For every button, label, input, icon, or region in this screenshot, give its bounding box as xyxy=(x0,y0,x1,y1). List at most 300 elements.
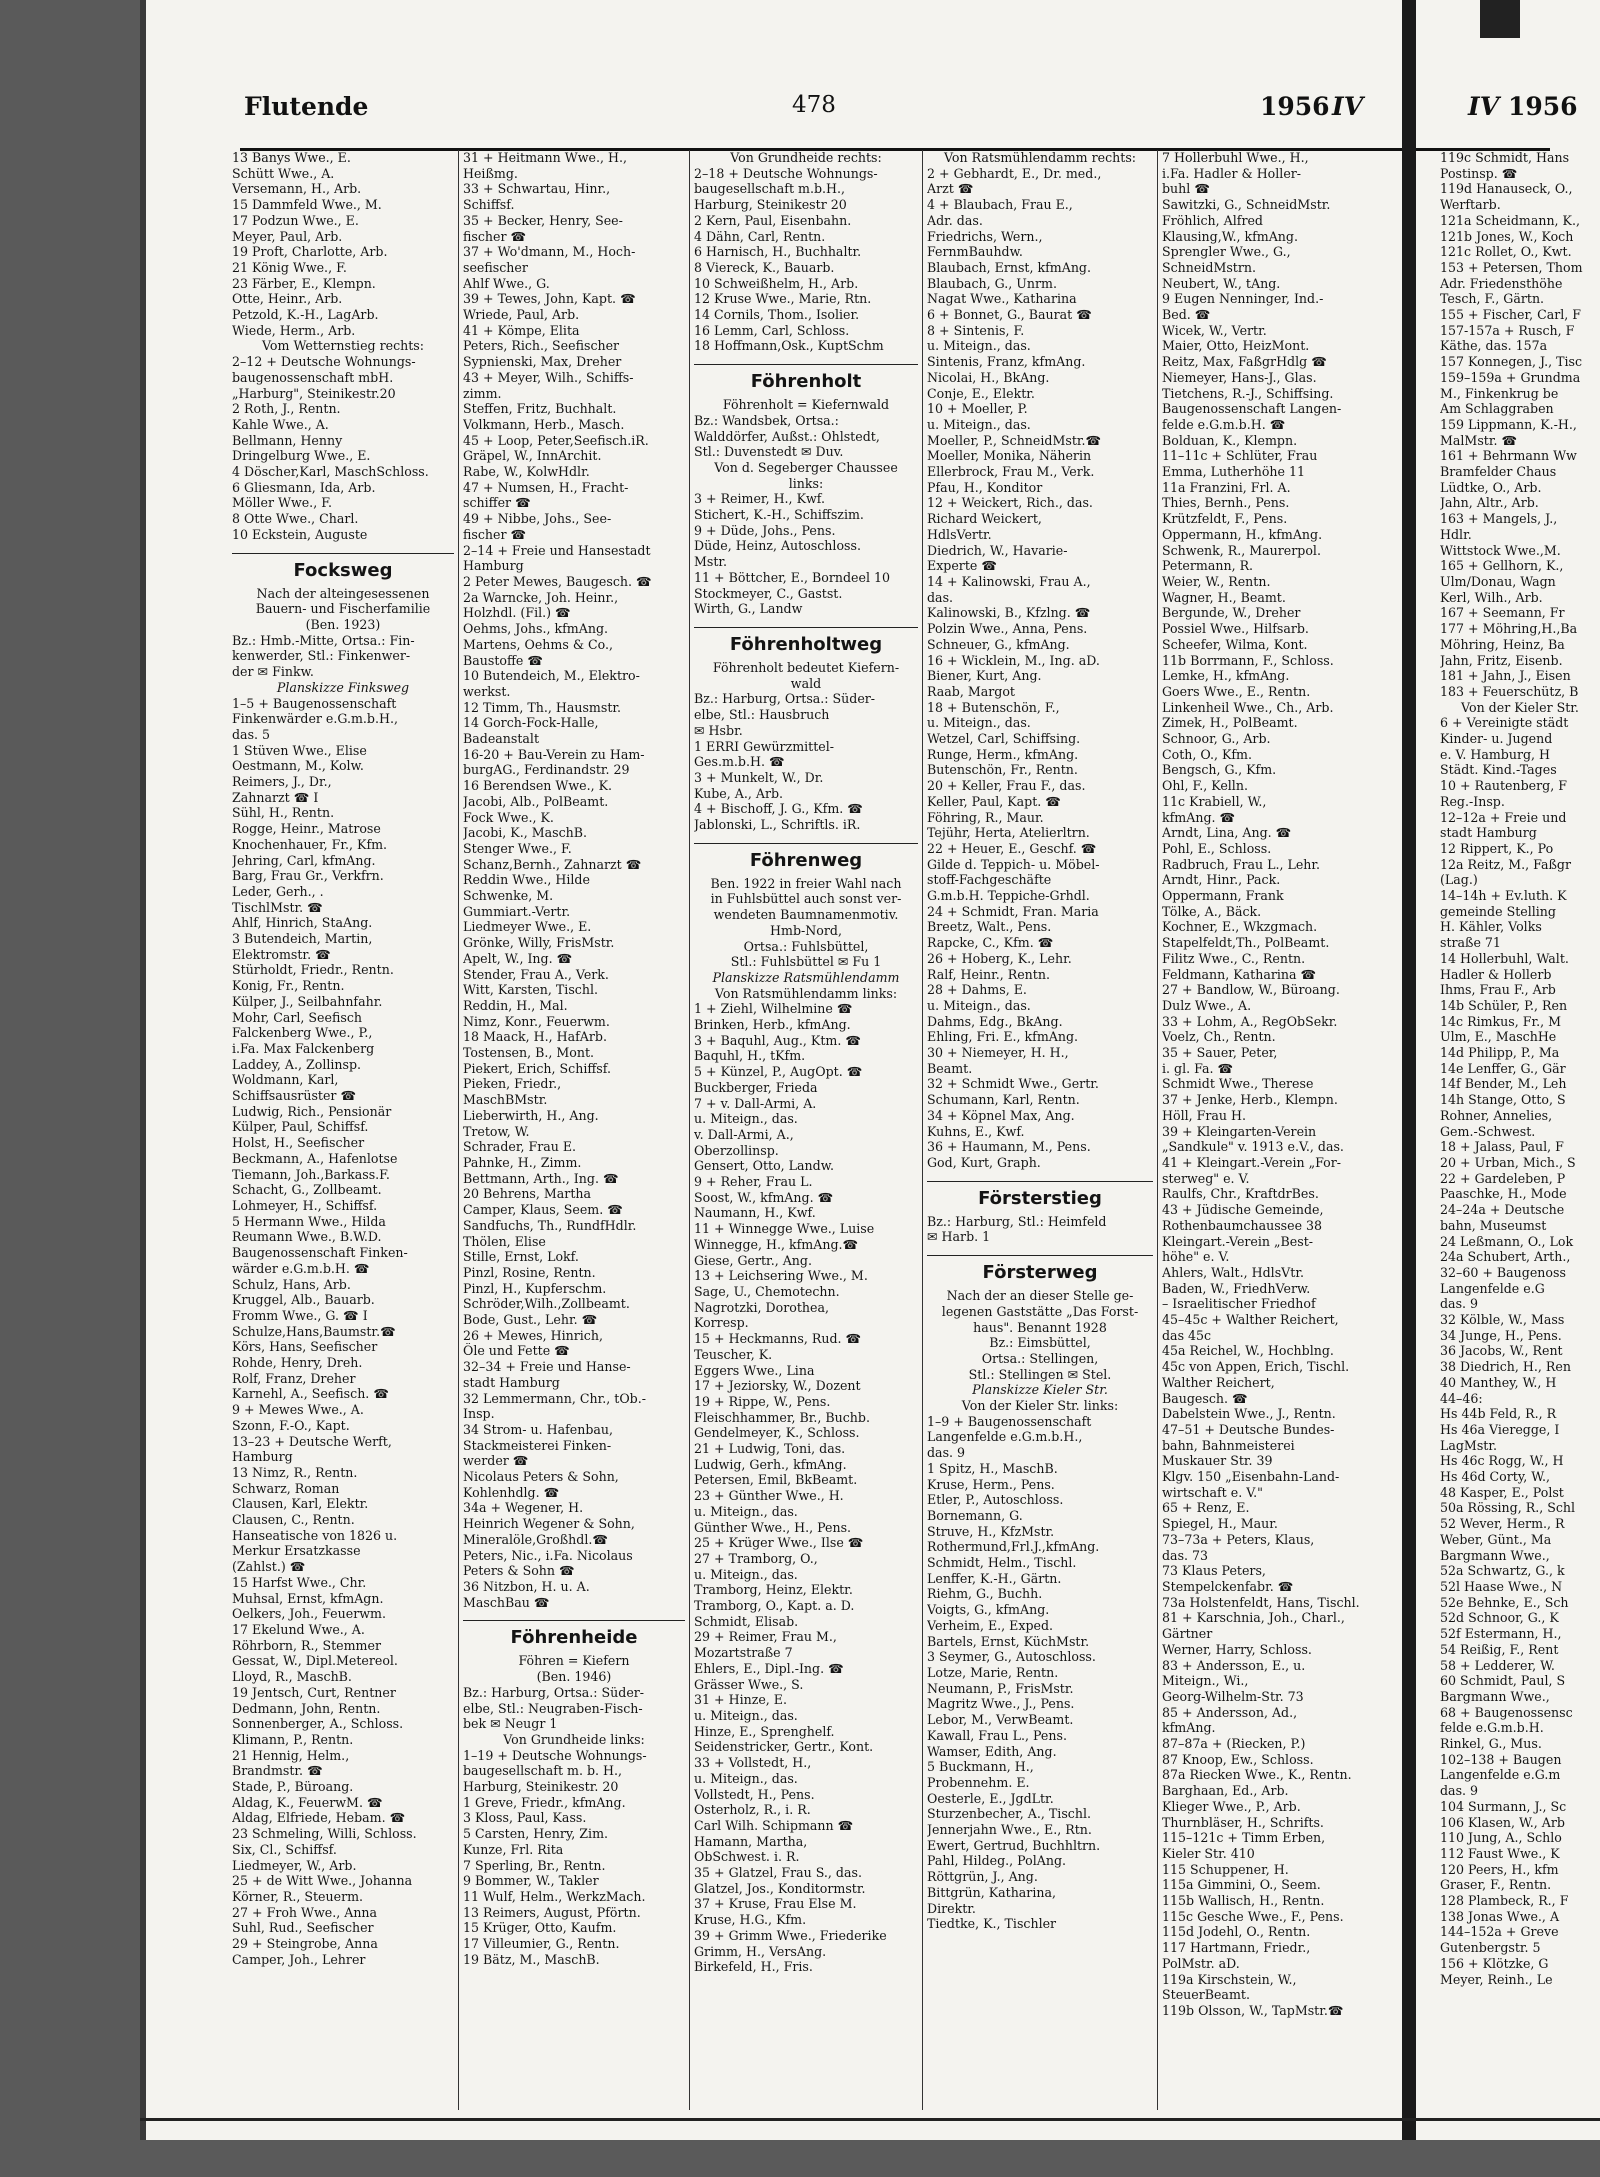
directory-entry: Bz.: Harburg, Stl.: Heimfeld xyxy=(927,1213,1107,1229)
header-street-name: Flutende xyxy=(244,92,369,121)
directory-entry: Rolf, Franz, Dreher xyxy=(232,1370,356,1386)
directory-entry: 23 + Günther Wwe., H. xyxy=(694,1488,844,1504)
directory-entry: 14d Philipp, P., Ma xyxy=(1440,1045,1560,1061)
directory-entry: Aldag, K., FeuerwM. ☎ xyxy=(232,1794,383,1810)
directory-entry: das. 9 xyxy=(1440,1296,1479,1312)
street-note: Bz.: Eimsbüttel, xyxy=(989,1335,1091,1351)
directory-entry: Rapcke, C., Kfm. ☎ xyxy=(927,935,1054,951)
directory-entry: Pinzl, Rosine, Rentn. xyxy=(463,1264,596,1280)
street-note: Vom Wetternstieg rechts: xyxy=(261,338,424,354)
directory-entry: 6 + Vereinigte städt xyxy=(1440,715,1569,731)
street-note: Von d. Segeberger Chaussee xyxy=(714,459,898,475)
directory-entry: 36 Nitzbon, H. u. A. xyxy=(463,1578,590,1594)
directory-entry: 52a Schwartz, G., k xyxy=(1440,1563,1565,1579)
directory-entry: Arndt, Hinr., Pack. xyxy=(1162,872,1281,888)
directory-entry: Pinzl, H., Kupferschm. xyxy=(463,1280,607,1296)
directory-entry: 45a Reichel, W., Hochblng. xyxy=(1162,1343,1334,1359)
directory-entry: Düde, Heinz, Autoschloss. xyxy=(694,538,861,554)
street-note: Stl.: Fuhlsbüttel ✉ Fu 1 xyxy=(730,954,882,970)
directory-entry: Etler, P., Autoschloss. xyxy=(927,1492,1064,1508)
scan-edge xyxy=(140,0,146,2140)
directory-entry: 87–87a + (Riecken, P.) xyxy=(1162,1736,1306,1752)
directory-entry: gemeinde Stelling xyxy=(1440,903,1556,919)
directory-entry: Tramborg, Heinz, Elektr. xyxy=(694,1582,853,1598)
directory-entry: 161 + Behrmann Ww xyxy=(1440,448,1577,464)
directory-entry: 9 Eugen Nenninger, Ind.- xyxy=(1162,291,1324,307)
directory-entry: 110 Jung, A., Schlo xyxy=(1440,1830,1562,1846)
directory-entry: Reumann Wwe., B.W.D. xyxy=(232,1229,382,1245)
directory-entry: Thölen, Elise xyxy=(463,1233,546,1249)
directory-entry: 10 + Rautenberg, F xyxy=(1440,778,1567,794)
directory-entry: Rogge, Heinr., Matrose xyxy=(232,821,381,837)
directory-entry: Schwenk, R., Maurerpol. xyxy=(1162,542,1321,558)
directory-entry: 14h Stange, Otto, S xyxy=(1440,1092,1566,1108)
directory-entry: Schwenke, M. xyxy=(463,888,554,904)
directory-entry: 14 Gorch-Fock-Halle, xyxy=(463,715,599,731)
directory-entry: 34 Junge, H., Pens. xyxy=(1440,1327,1562,1343)
directory-entry: Nicolai, H., BkAng. xyxy=(927,369,1050,385)
directory-entry: Bellmann, Henny xyxy=(232,432,343,448)
street-note: legenen Gaststätte „Das Forst- xyxy=(941,1303,1139,1319)
directory-entry: Meyer, Paul, Arb. xyxy=(232,228,343,244)
directory-entry: Piekert, Erich, Schiffsf. xyxy=(463,1060,611,1076)
directory-entry: Steffen, Fritz, Buchhalt. xyxy=(463,401,617,417)
directory-entry: 13 Banys Wwe., E. xyxy=(232,150,351,165)
directory-entry: u. Miteign., das. xyxy=(927,416,1031,432)
directory-entry: 163 + Mangels, J., xyxy=(1440,511,1558,527)
directory-page xyxy=(140,0,1600,2140)
directory-entry: 17 Ekelund Wwe., A. xyxy=(232,1621,365,1637)
directory-entry: stadt Hamburg xyxy=(463,1374,560,1390)
directory-entry: Eggers Wwe., Lina xyxy=(694,1362,815,1378)
directory-entry: Neumann, P., FrisMstr. xyxy=(927,1680,1074,1696)
directory-entry: 15 Harfst Wwe., Chr. xyxy=(232,1574,367,1590)
directory-entry: Lüdtke, O., Arb. xyxy=(1440,479,1542,495)
directory-entry: Osterholz, R., i. R. xyxy=(694,1802,811,1818)
directory-entry: Kruggel, Alb., Bauarb. xyxy=(232,1292,375,1308)
directory-entry: HdlsVertr. xyxy=(927,526,992,542)
street-note: Von der Kieler Str. links: xyxy=(961,1398,1119,1414)
directory-entry: 32–34 + Freie und Hanse- xyxy=(463,1359,631,1375)
directory-entry: 12 + Weickert, Rich., das. xyxy=(927,495,1093,511)
directory-entry: 15 Krüger, Otto, Kaufm. xyxy=(463,1920,617,1936)
directory-entry: Grässer Wwe., S. xyxy=(694,1676,804,1692)
directory-entry: ObSchwest. i. R. xyxy=(694,1849,800,1865)
directory-entry: 4 Dähn, Carl, Rentn. xyxy=(694,228,826,244)
directory-entry: Gessat, W., Dipl.Metereol. xyxy=(232,1653,398,1669)
directory-entry: 7 Hollerbuhl Wwe., H., xyxy=(1162,150,1309,165)
directory-entry: 9 + Mewes Wwe., A. xyxy=(232,1402,364,1418)
directory-entry: Kalinowski, B., Kfzlng. ☎ xyxy=(927,605,1091,621)
directory-entry: Vollstedt, H., Pens. xyxy=(694,1786,815,1802)
directory-entry: 1–9 + Baugenossenschaft xyxy=(927,1413,1092,1429)
directory-entry: 19 Bätz, M., MaschB. xyxy=(463,1951,600,1967)
directory-entry: Nimz, Konr., Feuerwm. xyxy=(463,1013,610,1029)
directory-entry: 119a Kirschstein, W., xyxy=(1162,1971,1297,1987)
directory-entry: 45–45c + Walther Reichert, xyxy=(1162,1312,1339,1328)
street-heading: Föhrenholt xyxy=(694,364,918,393)
directory-entry: Külper, J., Seilbahnfahr. xyxy=(232,993,383,1009)
directory-entry: Hs 44b Feld, R., R xyxy=(1440,1406,1557,1422)
directory-entry: kenwerder, Stl.: Finkenwer- xyxy=(232,648,411,664)
directory-entry: 11–11c + Schlüter, Frau xyxy=(1162,448,1318,464)
directory-entry: Baden, W., FriedhVerw. xyxy=(1162,1280,1311,1296)
directory-entry: 25 + de Witt Wwe., Johanna xyxy=(232,1873,413,1889)
directory-entry: Bengsch, G., Kfm. xyxy=(1162,762,1277,778)
directory-entry: seefischer xyxy=(463,259,528,275)
directory-entry: Brinken, Herb., kfmAng. xyxy=(694,1017,851,1033)
directory-entry: Öle und Fette ☎ xyxy=(463,1343,570,1359)
directory-entry: TischlMstr. ☎ xyxy=(232,899,323,915)
directory-entry: Postinsp. ☎ xyxy=(1440,165,1518,181)
directory-entry: (Zahlst.) ☎ xyxy=(232,1559,306,1575)
directory-entry: Stenger Wwe., F. xyxy=(463,840,572,856)
street-note: Ortsa.: Stellingen, xyxy=(981,1350,1099,1366)
directory-entry: 5 Hermann Wwe., Hilda xyxy=(232,1213,386,1229)
directory-entry: Ohl, F., Kelln. xyxy=(1162,778,1248,794)
directory-entry: Runge, Herm., kfmAng. xyxy=(927,746,1079,762)
directory-entry: Wriede, Paul, Arb. xyxy=(463,307,580,323)
directory-entry: v. Dall-Armi, A., xyxy=(694,1126,794,1142)
street-note: Von Ratsmühlendamm rechts: xyxy=(943,150,1137,165)
street-note: Von Grundheide links: xyxy=(503,1731,645,1747)
directory-entry: 14 Hollerbuhl, Walt. xyxy=(1440,950,1569,966)
directory-entry: 104 Surmann, J., Sc xyxy=(1440,1798,1567,1814)
directory-entry: 21 Hennig, Helm., xyxy=(232,1747,350,1763)
directory-entry: Grimm, H., VersAng. xyxy=(694,1943,827,1959)
directory-entry: elbe, Stl.: Hausbruch xyxy=(694,707,830,723)
directory-entry: 20 + Keller, Frau F., das. xyxy=(927,778,1086,794)
directory-entry: 16 + Wicklein, M., Ing. aD. xyxy=(927,652,1100,668)
directory-entry: 39 + Tewes, John, Kapt. ☎ xyxy=(463,291,636,307)
column-6-next-page xyxy=(1440,150,1600,2110)
directory-entry: 5 Carsten, Henry, Zim. xyxy=(463,1826,609,1842)
directory-entry: Hadler & Hollerb xyxy=(1440,966,1552,982)
directory-entry: Schulze,Hans,Baumstr.☎ xyxy=(232,1323,396,1339)
directory-entry: Kieler Str. 410 xyxy=(1162,1845,1255,1861)
directory-entry: 128 Plambeck, R., F xyxy=(1440,1893,1569,1909)
street-note: Planskizze Kieler Str. xyxy=(972,1382,1108,1398)
directory-entry: Voelz, Ch., Rentn. xyxy=(1162,1029,1276,1045)
directory-entry: 156 + Klötzke, G xyxy=(1440,1955,1549,1971)
column-divider xyxy=(689,150,690,2110)
directory-entry: 12 Timm, Th., Hausmstr. xyxy=(463,699,622,715)
directory-entry: Peters, Nic., i.Fa. Nicolaus xyxy=(463,1547,633,1563)
directory-entry: Dabelstein Wwe., J., Rentn. xyxy=(1162,1406,1336,1422)
directory-entry: 35 + Sauer, Peter, xyxy=(1162,1045,1278,1061)
directory-entry: Direktr. xyxy=(927,1900,976,1916)
directory-entry: Blaubach, Ernst, kfmAng. xyxy=(927,259,1092,275)
directory-entry: 52f Estermann, H., xyxy=(1440,1626,1562,1642)
directory-entry: Otte, Heinr., Arb. xyxy=(232,291,343,307)
directory-entry: 3 Seymer, G., Autoschloss. xyxy=(927,1649,1096,1665)
directory-entry: Bargmann Wwe., xyxy=(1440,1547,1550,1563)
directory-entry: Sypnienski, Max, Dreher xyxy=(463,354,622,370)
directory-entry: 119d Hanauseck, O., xyxy=(1440,181,1573,197)
directory-entry: Kinder- u. Jugend xyxy=(1440,731,1553,747)
directory-entry: Ehlers, E., Dipl.-Ing. ☎ xyxy=(694,1660,844,1676)
directory-entry: felde e.G.m.b.H. ☎ xyxy=(1162,416,1286,432)
directory-entry: 13 + Leichsering Wwe., M. xyxy=(694,1268,868,1284)
directory-entry: 47 + Numsen, H., Fracht- xyxy=(463,479,629,495)
street-note: Föhrenholt = Kiefernwald xyxy=(722,397,890,413)
directory-entry: Carl Wilh. Schipmann ☎ xyxy=(694,1817,854,1833)
street-note: Föhren = Kiefern xyxy=(518,1653,630,1669)
directory-entry: Gilde d. Teppich- u. Möbel- xyxy=(927,856,1100,872)
directory-entry: 167 + Seemann, Fr xyxy=(1440,605,1565,621)
directory-entry: Petermann, R. xyxy=(1162,558,1254,574)
directory-entry: der ✉ Finkw. xyxy=(232,664,314,680)
directory-entry: Possiel Wwe., Hilfsarb. xyxy=(1162,621,1309,637)
directory-entry: Struve, H., KfzMstr. xyxy=(927,1523,1055,1539)
directory-entry: 5 + Künzel, P., AugOpt. ☎ xyxy=(694,1064,863,1080)
street-heading: Föhrenholtweg xyxy=(694,627,918,656)
directory-entry: Meyer, Reinh., Le xyxy=(1440,1971,1553,1987)
directory-entry: 3 Butendeich, Martin, xyxy=(232,931,373,947)
directory-entry: Maier, Otto, HeizMont. xyxy=(1162,338,1310,354)
directory-entry: 7 + v. Dall-Armi, A. xyxy=(694,1095,817,1111)
directory-entry: 10 + Moeller, P. xyxy=(927,401,1028,417)
directory-entry: 34 Strom- u. Hafenbau, xyxy=(463,1421,614,1437)
directory-entry: wärder e.G.m.b.H. ☎ xyxy=(232,1260,370,1276)
directory-entry: 24 + Schmidt, Fran. Maria xyxy=(927,903,1099,919)
directory-entry: 4 + Blaubach, Frau E., xyxy=(927,197,1073,213)
directory-entry: höhe" e. V. xyxy=(1162,1249,1230,1265)
directory-entry: Sturzenbecher, A., Tischl. xyxy=(927,1806,1091,1822)
directory-entry: Falckenberg Wwe., P., xyxy=(232,1025,373,1041)
directory-entry: Werner, Harry, Schloss. xyxy=(1162,1641,1312,1657)
directory-entry: Stockmeyer, C., Gastst. xyxy=(694,585,843,601)
directory-entry: 45 + Loop, Peter,Seefisch.iR. xyxy=(463,432,649,448)
directory-entry: kfmAng. ☎ xyxy=(1162,809,1236,825)
directory-entry: Martens, Oehms & Co., xyxy=(463,636,614,652)
directory-entry: Riehm, G., Buchh. xyxy=(927,1586,1043,1602)
directory-entry: 119b Olsson, W., TapMstr.☎ xyxy=(1162,2002,1344,2018)
directory-entry: Stade, P., Büroang. xyxy=(232,1779,354,1795)
directory-entry: 4 + Bischoff, J. G., Kfm. ☎ xyxy=(694,801,863,817)
directory-entry: 29 + Steingrobe, Anna xyxy=(232,1936,378,1952)
directory-entry: Baquhl, H., tKfm. xyxy=(694,1048,806,1064)
directory-entry: 37 + Kruse, Frau Else M. xyxy=(694,1896,857,1912)
directory-entry: Karnehl, A., Seefisch. ☎ xyxy=(232,1386,390,1402)
directory-entry: Laddey, A., Zollinsp. xyxy=(232,1056,362,1072)
directory-entry: Röhrborn, R., Stemmer xyxy=(232,1637,381,1653)
directory-entry: 10 Butendeich, M., Elektro- xyxy=(463,668,640,684)
directory-entry: SteuerBeamt. xyxy=(1162,1987,1250,2003)
directory-entry: Ewert, Gertrud, Buchhltrn. xyxy=(927,1837,1101,1853)
directory-entry: H. Kähler, Volks xyxy=(1440,919,1542,935)
directory-entry: 48 Kasper, E., Polst xyxy=(1440,1484,1564,1500)
street-heading: Föhrenweg xyxy=(694,843,918,872)
directory-entry: ✉ Harb. 1 xyxy=(927,1229,991,1245)
directory-entry: Pfau, H., Konditor xyxy=(927,479,1043,495)
directory-entry: 14 + Kalinowski, Frau A., xyxy=(927,573,1091,589)
directory-entry: 52l Haase Wwe., N xyxy=(1440,1578,1563,1594)
directory-entry: Mozartstraße 7 xyxy=(694,1645,793,1661)
directory-entry: Tiedtke, K., Tischler xyxy=(927,1916,1057,1932)
directory-entry: Ahlf, Hinrich, StaAng. xyxy=(232,915,373,931)
directory-entry: Schneuer, G., kfmAng. xyxy=(927,636,1070,652)
directory-entry: Bz.: Wandsbek, Ortsa.: xyxy=(694,412,839,428)
street-heading: Föhrenheide xyxy=(463,1620,685,1649)
directory-entry: 19 + Rippe, W., Pens. xyxy=(694,1393,831,1409)
directory-entry: Soost, W., kfmAng. ☎ xyxy=(694,1189,834,1205)
directory-entry: 11a Franzini, Frl. A. xyxy=(1162,479,1291,495)
directory-entry: Georg-Wilhelm-Str. 73 xyxy=(1162,1688,1304,1704)
directory-entry: 183 + Feuerschütz, B xyxy=(1440,683,1579,699)
directory-entry: Goers Wwe., E., Rentn. xyxy=(1162,683,1311,699)
directory-entry: Sonnenberger, A., Schloss. xyxy=(232,1716,404,1732)
directory-entry: Six, Cl., Schiffsf. xyxy=(232,1841,337,1857)
scan-corner-mark xyxy=(1480,0,1520,38)
street-heading: Försterweg xyxy=(927,1255,1153,1284)
directory-entry: Richard Weickert, xyxy=(927,511,1042,527)
directory-entry: FernmBauhdw. xyxy=(927,244,1023,260)
directory-entry: Hs 46a Vieregge, I xyxy=(1440,1421,1560,1437)
directory-entry: 58 + Ledderer, W. xyxy=(1440,1657,1555,1673)
directory-entry: God, Kurt, Graph. xyxy=(927,1155,1041,1170)
directory-entry: 19 Proft, Charlotte, Arb. xyxy=(232,244,388,260)
directory-entry: Schnoor, G., Arb. xyxy=(1162,731,1271,747)
directory-entry: Ellerbrock, Frau M., Verk. xyxy=(927,464,1095,480)
directory-entry: 155 + Fischer, Carl, F xyxy=(1440,307,1582,323)
directory-entry: Jahn, Altr., Arb. xyxy=(1440,495,1539,511)
directory-entry: Sawitzki, G., SchneidMstr. xyxy=(1162,197,1331,213)
directory-entry: 39 + Kleingarten-Verein xyxy=(1162,1123,1317,1139)
directory-entry: Hinze, E., Sprenghelf. xyxy=(694,1723,835,1739)
directory-entry: baugesellschaft m. b. H., xyxy=(463,1763,623,1779)
street-note: wald xyxy=(790,675,822,691)
directory-entry: 115a Gimmini, O., Seem. xyxy=(1162,1877,1321,1893)
directory-entry: Rabe, W., KolwHdlr. xyxy=(463,464,590,480)
directory-entry: Mineralöle,Großhdl.☎ xyxy=(463,1531,609,1547)
directory-entry: das. 73 xyxy=(1162,1547,1209,1563)
directory-entry: 1 Spitz, H., MaschB. xyxy=(927,1460,1058,1476)
directory-entry: 24 Leßmann, O., Lok xyxy=(1440,1233,1574,1249)
directory-entry: Körs, Hans, Seefischer xyxy=(232,1339,378,1355)
directory-entry: i. gl. Fa. ☎ xyxy=(1162,1060,1234,1076)
directory-entry: 2–14 + Freie und Hansestadt xyxy=(463,542,651,558)
directory-entry: Versemann, H., Arb. xyxy=(232,181,362,197)
directory-entry: Langenfelde e.G xyxy=(1440,1280,1545,1296)
directory-entry: 73 Klaus Peters, xyxy=(1162,1563,1266,1579)
directory-entry: 49 + Nibbe, Johs., See- xyxy=(463,511,612,527)
directory-entry: Reddin Wwe., Hilde xyxy=(463,872,590,888)
directory-entry: Liedmeyer, W., Arb. xyxy=(232,1857,357,1873)
street-note: Planskizze Ratsmühlendamm xyxy=(712,969,900,985)
directory-entry: 26 + Mewes, Hinrich, xyxy=(463,1327,603,1343)
directory-entry: Am Schlaggraben xyxy=(1440,401,1554,417)
directory-entry: Wetzel, Carl, Schiffsing. xyxy=(927,731,1081,747)
directory-entry: 33 + Vollstedt, H., xyxy=(694,1755,812,1771)
directory-entry: 30 + Niemeyer, H. H., xyxy=(927,1045,1069,1061)
directory-entry: u. Miteign., das. xyxy=(694,1770,798,1786)
directory-entry: 27 + Bandlow, W., Büroang. xyxy=(1162,982,1340,998)
directory-entry: Ahlf Wwe., G. xyxy=(463,275,550,291)
directory-entry: Paaschke, H., Mode xyxy=(1440,1186,1567,1202)
directory-entry: Niemeyer, Hans-J., Glas. xyxy=(1162,369,1317,385)
directory-entry: Emma, Lutherhöhe 11 xyxy=(1162,464,1305,480)
directory-entry: Schwarz, Roman xyxy=(232,1480,340,1496)
directory-entry: 44–46: xyxy=(1440,1390,1483,1406)
directory-entry: Sintenis, Franz, kfmAng. xyxy=(927,354,1086,370)
directory-entry: straße 71 xyxy=(1440,935,1501,951)
directory-entry: LagMstr. xyxy=(1440,1437,1497,1453)
directory-entry: 121a Scheidmann, K., xyxy=(1440,212,1580,228)
directory-entry: Bed. ☎ xyxy=(1162,307,1211,323)
directory-entry: (Lag.) xyxy=(1440,872,1478,888)
street-note: links: xyxy=(788,475,824,491)
directory-entry: Korresp. xyxy=(694,1315,749,1331)
directory-entry: wirtschaft e. V." xyxy=(1162,1484,1263,1500)
directory-entry: Teuscher, K. xyxy=(694,1346,773,1362)
directory-entry: Hs 46c Rogg, W., H xyxy=(1440,1453,1564,1469)
directory-entry: Heißmg. xyxy=(463,165,518,181)
directory-entry: Langenfelde e.G.m.b.H., xyxy=(927,1429,1083,1445)
directory-entry: Bartels, Ernst, KüchMstr. xyxy=(927,1633,1090,1649)
directory-entry: 20 + Urban, Mich., S xyxy=(1440,1155,1576,1170)
directory-entry: 37 + Jenke, Herb., Klempn. xyxy=(1162,1092,1338,1108)
directory-entry: Nicolaus Peters & Sohn, xyxy=(463,1469,619,1485)
directory-entry: 115 Schuppener, H. xyxy=(1162,1861,1289,1877)
directory-entry: 50a Rössing, R., Schl xyxy=(1440,1500,1576,1516)
directory-entry: 32 + Schmidt Wwe., Gertr. xyxy=(927,1076,1099,1092)
directory-entry: Reg.-Insp. xyxy=(1440,793,1505,809)
directory-entry: Peters & Sohn ☎ xyxy=(463,1563,575,1579)
street-note: wendeten Baumnamenmotiv. xyxy=(713,907,899,923)
directory-entry: Blaubach, G., Unrm. xyxy=(927,275,1057,291)
directory-entry: Lotze, Marie, Rentn. xyxy=(927,1664,1059,1680)
directory-entry: schiffer ☎ xyxy=(463,495,531,511)
directory-entry: 27 + Tramborg, O., xyxy=(694,1550,818,1566)
street-note: Nach der an dieser Stelle ge- xyxy=(946,1288,1134,1304)
header-district-right: IV xyxy=(1468,92,1500,121)
directory-entry: Neubert, W., tAng. xyxy=(1162,275,1281,291)
directory-entry: Ulm, E., MaschHe xyxy=(1440,1029,1557,1045)
directory-entry: Reitz, Max, FaßgrHdlg ☎ xyxy=(1162,354,1327,370)
directory-entry: Pahnke, H., Zimm. xyxy=(463,1155,582,1170)
directory-entry: Ralf, Heinr., Rentn. xyxy=(927,966,1050,982)
directory-entry: Buckberger, Frieda xyxy=(694,1079,818,1095)
directory-entry: 121b Jones, W., Koch xyxy=(1440,228,1574,244)
directory-entry: Pahl, Hildeg., PolAng. xyxy=(927,1853,1067,1869)
directory-entry: 8 Otte Wwe., Charl. xyxy=(232,511,359,527)
directory-entry: 157-157a + Rusch, F xyxy=(1440,322,1575,338)
directory-entry: sterweg" e. V. xyxy=(1162,1170,1250,1186)
directory-entry: Baugenossenschaft Finken- xyxy=(232,1245,408,1261)
directory-entry: Apelt, W., Ing. ☎ xyxy=(463,950,573,966)
directory-entry: Jacobi, K., MaschB. xyxy=(463,825,587,841)
directory-entry: Dahms, Edg., BkAng. xyxy=(927,1013,1063,1029)
directory-entry: Jahn, Fritz, Eisenb. xyxy=(1440,652,1563,668)
directory-entry: Fröhlich, Alfred xyxy=(1162,212,1263,228)
directory-entry: Barg, Frau Gr., Verkfrn. xyxy=(232,868,384,884)
directory-entry: Ulm/Donau, Wagn xyxy=(1440,573,1556,589)
directory-entry: 12a Reitz, M., Faßgr xyxy=(1440,856,1571,872)
directory-entry: 22 + Gardeleben, P xyxy=(1440,1170,1566,1186)
directory-entry: Schmidt, Helm., Tischl. xyxy=(927,1555,1077,1571)
directory-entry: 18 + Butenschön, F., xyxy=(927,699,1060,715)
directory-entry: 177 + Möhring,H.,Ba xyxy=(1440,621,1578,637)
directory-entry: 3 + Munkelt, W., Dr. xyxy=(694,769,824,785)
street-heading: Försterstieg xyxy=(927,1181,1153,1210)
directory-entry: 11b Borrmann, F., Schloss. xyxy=(1162,652,1334,668)
directory-entry: Dedmann, John, Rentn. xyxy=(232,1700,381,1716)
directory-entry: Scheefer, Wilma, Kont. xyxy=(1162,636,1308,652)
street-note: Stl.: Stellingen ✉ Stel. xyxy=(968,1366,1112,1382)
directory-entry: Holst, H., Seefischer xyxy=(232,1135,365,1151)
directory-entry: Beckmann, A., Hafenlotse xyxy=(232,1150,398,1166)
